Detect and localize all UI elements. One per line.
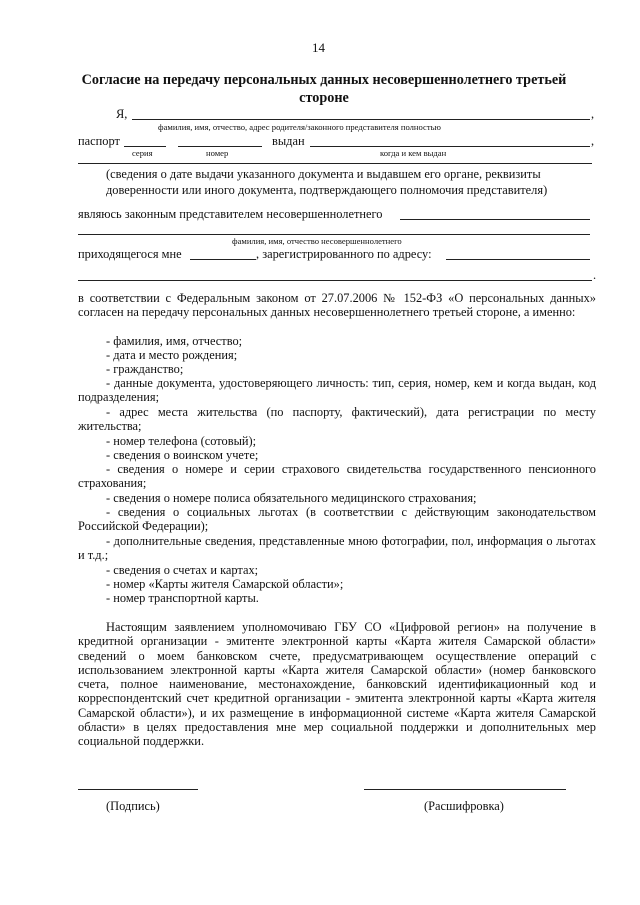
doc-details-field[interactable] (78, 163, 592, 164)
minor-caption: фамилия, имя, отчество несовершеннолетнего (232, 236, 402, 246)
issued-label: выдан (272, 134, 305, 148)
issued-by-caption: когда и кем выдан (380, 148, 447, 158)
minor-name-field[interactable] (400, 219, 590, 220)
list-item: - номер телефона (сотовый); (106, 434, 257, 448)
list-item: - номер транспортной карты. (106, 591, 259, 605)
list-item: - дата и место рождения; (106, 348, 238, 362)
fio-caption: фамилия, имя, отчество, адрес родителя/законного представителя полностью (158, 122, 441, 132)
list-item: - сведения о социальных льготах (в соответствии с действующим законодательством Российской Федерации); (78, 505, 596, 534)
list-item: - сведения о номере полиса обязательного медицинского страхования; (106, 491, 477, 505)
series-caption: серия (132, 148, 153, 158)
list-item: - данные документа, удостоверяющего личность: тип, серия, номер, кем и когда выдан, код подразделения; (78, 376, 596, 405)
address-field[interactable] (446, 259, 590, 260)
address-field-2[interactable] (78, 280, 592, 281)
fio-field[interactable] (132, 119, 590, 120)
list-item: - номер «Карты жителя Самарской области»; (106, 577, 344, 591)
list-item: - дополнительные сведения, представленные мною фотографии, пол, информация о льготах и т.д.; (78, 534, 596, 563)
passport-label: паспорт (78, 134, 120, 148)
number-caption: номер (206, 148, 229, 158)
decode-field[interactable] (364, 789, 566, 790)
signature-label: (Подпись) (106, 799, 160, 813)
issued-by-field[interactable] (310, 146, 590, 147)
authorization-paragraph: Настоящим заявлением уполномочиваю ГБУ СО «Цифровой регион» на получение в кредитной организации - эмитенте электронной карты «Карта жителя Самарской области» сведений о моем банковском счете, предусматривающем осуществление операций с использованием электронной карты «Карта жителя Самарской области» (номер банковского счета, полное наименование, местонахождение, банковский идентификационный код и корреспондентский счет кредитной организации - эмитента электронной карты «Карта жителя Самарской области»), и их размещение в информационной системе «Карта жителя Самарской области» в целях предоставления мне мер социальной поддержки и дополнительных мер социальной поддержки. (78, 620, 596, 749)
page-number: 14 (312, 40, 325, 55)
doc-note-2: доверенности или иного документа, подтверждающего полномочия представителя) (106, 183, 548, 197)
i-label: Я, (116, 107, 128, 121)
list-item: - гражданство; (106, 362, 184, 376)
relative-label: приходящегося мне (78, 247, 182, 261)
doc-note-1: (сведения о дате выдачи указанного документа и выдавшем его органе, реквизиты (106, 167, 541, 181)
page-title: Согласие на передачу персональных данных несовершеннолетнего третьей стороне (81, 72, 567, 106)
minor-name-field-2[interactable] (78, 234, 590, 235)
list-item: - сведения о номере и серии страхового свидетельства государственного пенсионного страхования; (78, 462, 596, 491)
list-item: - адрес места жительства (по паспорту, фактический), дата регистрации по месту жительства; (78, 405, 596, 434)
passport-number-field[interactable] (178, 146, 262, 147)
list-item: - сведения о воинском учете; (106, 448, 259, 462)
list-item: - сведения о счетах и картах; (106, 563, 259, 577)
intro-paragraph: в соответствии с Федеральным законом от 27.07.2006 № 152-ФЗ «О персональных данных» согласен на передачу персональных данных несовершеннолетнего третьей стороне, а именно: (78, 291, 596, 320)
passport-series-field[interactable] (124, 146, 166, 147)
relation-field[interactable] (190, 259, 256, 260)
legal-rep-label: являюсь законным представителем несовершеннолетнего (78, 207, 383, 221)
decode-label: (Расшифровка) (424, 799, 504, 813)
signature-field[interactable] (78, 789, 198, 790)
list-item: - фамилия, имя, отчество; (106, 334, 243, 348)
registered-label: , зарегистрированного по адресу: (256, 247, 432, 261)
